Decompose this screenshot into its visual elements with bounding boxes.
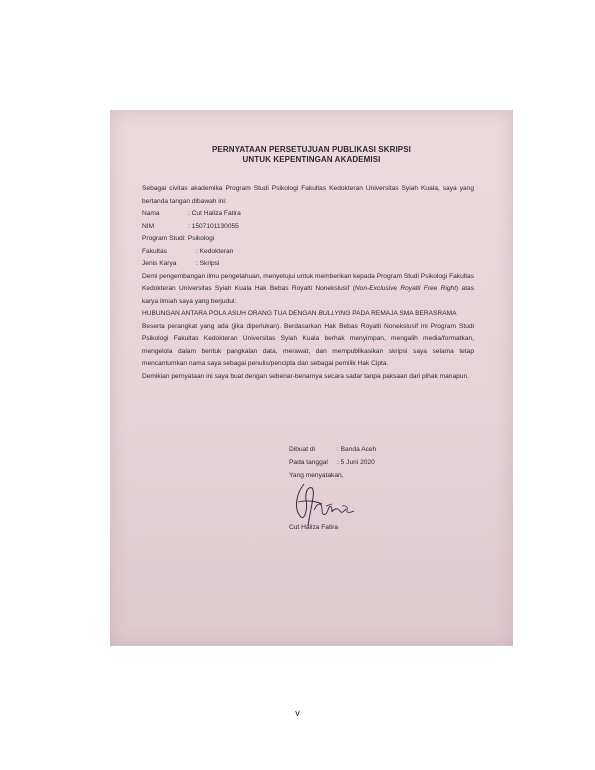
signature-details <box>289 443 469 482</box>
thesis-title-b: PADA REMAJA SMA BERASRAMA <box>350 310 457 317</box>
date-label: Pada tanggal <box>289 459 328 466</box>
thesis-title <box>142 308 474 321</box>
handwritten-signature <box>286 480 366 530</box>
consent-text-a: Demi pengembangan ilmu pengetahuan, menyetujui untuk memberikan kepada Program Studi Psikologi Fakultas Kedokteran Universitas Syiah Kuala Hak Bebas Royalti Nonekslusif ( <box>142 272 474 292</box>
page-number: v <box>295 708 300 718</box>
place-value: : Banda Aceh <box>337 446 377 453</box>
thesis-title-italic: BULLYING <box>318 310 351 317</box>
closing-paragraph: Demikian pernyataan ini saya buat dengan sebenar-benarnya secara sadar tanpa paksaan dari pihak manapun. <box>142 372 469 380</box>
field-value: : Kedokteran <box>196 247 234 255</box>
field-label: Fakultas <box>142 247 167 255</box>
signer-name: Cut Haliza Fatira <box>289 524 339 531</box>
rights-paragraph: Beserta perangkat yang ada (jika diperlukan). Berdasarkan Hak Bebas Royalti Nonekslusif ini Program Studi Psikologi Fakultas Kedokteran Universitas Syiah Kuala berhak menyimpan, mengalih media/formatkan, mengelola dalam bentuk pangkalan data, merawat, dan mempublikasikan skripsi saya selama tetap mencantumkan nama saya sebagai penulis/pencipta dan sebagai pemilik Hak Cipta. <box>142 322 474 367</box>
field-label: NIM <box>142 222 155 230</box>
field-value: : 1507101130055 <box>188 222 239 230</box>
consent-text-italic: Non-Exclusive Royalti Free Right <box>354 285 457 292</box>
field-row-program <box>142 233 474 246</box>
consent-text-b: ) atas karya ilmiah saya yang berjudul: <box>142 285 474 305</box>
field-row-name <box>142 208 474 221</box>
field-label: Jenis Karya <box>142 260 177 267</box>
document-body <box>142 183 474 383</box>
scanned-document-sheet <box>110 110 513 646</box>
thesis-title-a: HUBUNGAN ANTARA POLA ASUH ORANG TUA DENGAN <box>142 310 319 317</box>
field-value: : Skripsi <box>196 260 220 267</box>
field-value: : Psikologi <box>184 235 215 242</box>
date-row <box>289 456 469 469</box>
date-value: : 5 Juni 2020 <box>337 459 375 466</box>
field-row-faculty <box>142 246 474 259</box>
field-row-nim <box>142 221 474 234</box>
place-row <box>289 443 469 456</box>
field-value: : Cut Haliza Fatira <box>188 210 241 217</box>
document-title-line2: UNTUK KEPENTINGAN AKADEMISI <box>242 155 381 164</box>
intro-paragraph: Sebagai civitas akademika Program Studi Psikologi Fakultas Kedokteran Universitas Syiah Kuala, saya yang bertanda tangan dibawah ini: <box>142 185 474 205</box>
document-title-line1: PERNYATAAN PERSETUJUAN PUBLIKASI SKRIPSI <box>212 145 411 154</box>
declarant-label: Yang menyatakan, <box>289 472 344 479</box>
field-row-type <box>142 258 474 271</box>
field-label: Program Studi <box>142 235 185 242</box>
place-label: Dibuat di <box>289 446 316 453</box>
field-label: Nama <box>142 210 160 217</box>
consent-paragraph <box>142 271 474 309</box>
